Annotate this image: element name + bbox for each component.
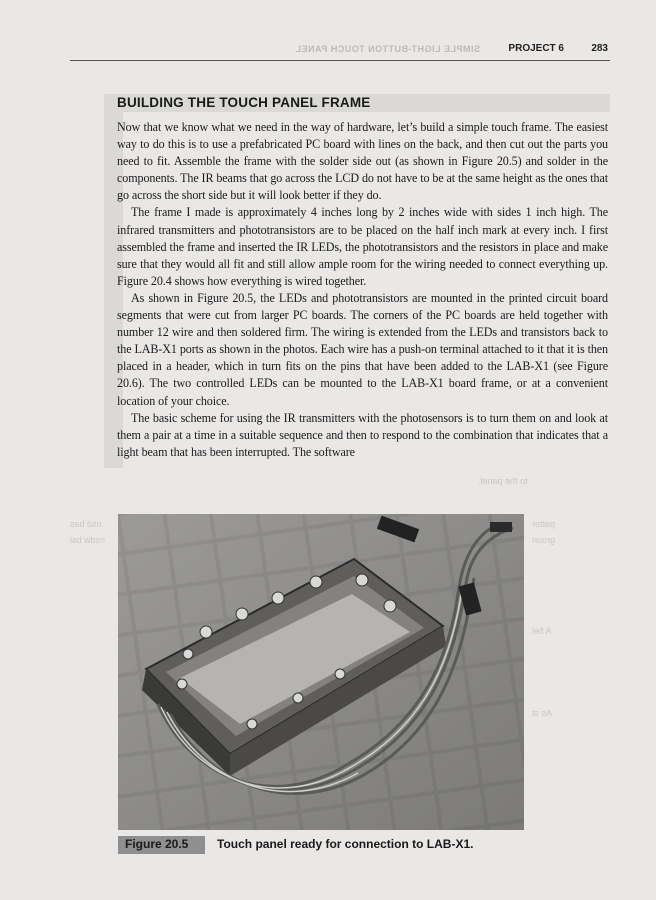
page-number: 283 [591, 43, 608, 54]
section-heading: BUILDING THE TOUCH PANEL FRAME [117, 95, 371, 110]
bleed-through-text: groun [532, 535, 556, 545]
paragraph: As shown in Figure 20.5, the LEDs and phototransistors are mounted in the printed circuit board segments that were cut from larger PC boards. The corners of the PC boards are held together with number 12 wire and then soldered firm. The wiring is extended from the LEDs and transistors back to the LAB-X1 ports as shown in the photos. Each wire has a push-on terminal attached to it that it is then placed in a header, which in turn fits on the pins that have been added to the LAB-X1 (see Figure 20.6). The two controlled LEDs can be mounted to the LAB-X1 board frame, or at a convenient location of your choice. [117, 290, 608, 408]
paragraph: The frame I made is approximately 4 inches long by 2 inches wide with sides 1 inch high. The infrared transmitters and phototransistors are to be placed on the half inch mark at every inch. I first assembled the frame and inserted the IR LEDs, the phototransistors and the resistors in place and make sure that they would all fit and still allow ample room for the wiring needed to connect everything up. Figure 20.4 shows how everything is wired together. [117, 205, 608, 288]
figure-caption: Touch panel ready for connection to LAB-X1. [217, 837, 474, 851]
bleed-through-text: patter [532, 519, 556, 529]
touch-panel-illustration [118, 514, 524, 830]
running-header [70, 40, 610, 61]
figure-label: Figure 20.5 [125, 837, 189, 851]
bleed-through-header: SIMPLE LIGHT-BUTTON TOUCH PANEL [295, 44, 481, 54]
bleed-through-text: A fiel [532, 626, 552, 636]
touch-panel-photo [118, 514, 524, 830]
bleed-through-text: to the panel. [478, 476, 528, 486]
bleed-through-text: nsdw bsl [70, 535, 106, 545]
body-text [117, 119, 608, 461]
bleed-through-text: nsd bas [70, 519, 102, 529]
paragraph: The basic scheme for using the IR transmitters with the photosensors is to turn them on and look at them a pair at a time in a suitable sequence and then to respond to the combination that indicates that a light beam that has been interrupted. The software [117, 410, 608, 459]
paragraph: Now that we know what we need in the way of hardware, let’s build a simple touch frame. The easiest way to do this is to use a prefabricated PC board with lines on the back, and then cut out the parts you need to fit. Assemble the frame with the solder side out (as shown in Figure 20.5) and solder in the components. The IR beams that go across the LCD do not have to be at the same height as the ones that go across the short side but it will look better if they do. [117, 120, 608, 203]
bleed-through-text: As st [532, 708, 553, 718]
project-label: PROJECT 6 [508, 43, 564, 54]
